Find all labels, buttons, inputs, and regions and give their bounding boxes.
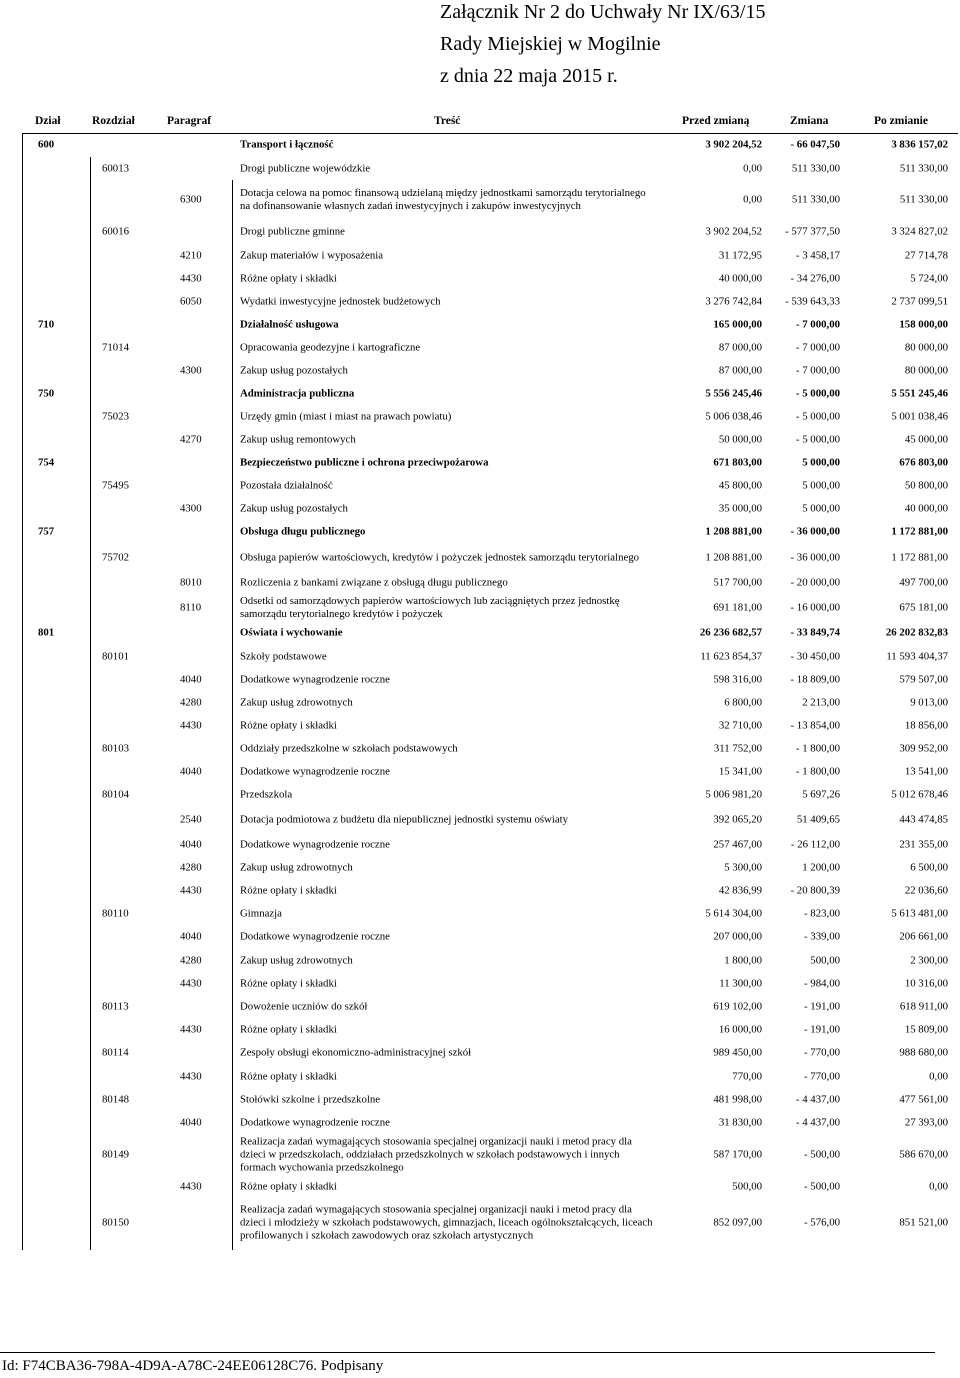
tresc-text: Realizacja zadań wymagających stosowania specjalnej organizacji nauki i metod pracy dla dzieci i młodzieży w szkołach podstawowych, gimnazjach, liceach ogólnokształcących, liceach profilowanych i szkołach zawodowych oraz szkołach artystycznych — [240, 1203, 653, 1242]
rozdzial-code: 80113 — [102, 1000, 129, 1012]
po-zmianie-value: 618 911,00 — [899, 1000, 948, 1012]
zmiana-value: - 500,00 — [804, 1180, 840, 1192]
dzial-code: 801 — [38, 626, 55, 639]
przed-zmiana-value: 770,00 — [732, 1070, 762, 1082]
rozdzial-code: 75702 — [102, 551, 129, 563]
tresc-text: Oddziały przedszkolne w szkołach podstawowych — [240, 742, 458, 754]
table-row — [0, 220, 960, 244]
table-row — [0, 995, 960, 1018]
paragraf-code: 8110 — [180, 601, 202, 614]
tresc-text: Zakup materiałów i wyposażenia — [240, 249, 384, 261]
column-header-zmiana: Zmiana — [790, 115, 829, 127]
zmiana-value: 5 000,00 — [802, 502, 840, 514]
table-header — [0, 110, 960, 133]
zmiana-value: - 20 800,39 — [790, 884, 840, 896]
table-row — [0, 879, 960, 902]
tresc-text: Stołówki szkolne i przedszkolne — [240, 1093, 381, 1105]
przed-zmiana-value: 6 800,00 — [724, 696, 762, 708]
table-row — [0, 1175, 960, 1198]
po-zmianie-value: 477 561,00 — [899, 1093, 948, 1105]
paragraf-code: 4280 — [180, 861, 202, 873]
tresc-text: Różne opłaty i składki — [240, 272, 337, 284]
paragraf-code: 4430 — [180, 1070, 202, 1082]
zmiana-value: - 191,00 — [804, 1023, 840, 1035]
rozdzial-code: 80110 — [102, 907, 129, 919]
zmiana-value: - 577 377,50 — [785, 225, 840, 238]
table-row — [0, 133, 960, 157]
paragraf-code: 4270 — [180, 433, 202, 445]
przed-zmiana-value: 598 316,00 — [713, 673, 762, 685]
rozdzial-code: 80149 — [102, 1148, 129, 1160]
przed-zmiana-value: 1 800,00 — [724, 954, 762, 966]
table-row — [0, 783, 960, 806]
tresc-text: Dowożenie uczniów do szkół — [240, 1000, 368, 1012]
przed-zmiana-value: 165 000,00 — [713, 318, 762, 330]
document-id: Id: F74CBA36-798A-4D9A-A78C-24EE06128C76. Podpisany — [2, 1358, 384, 1374]
zmiana-value: - 5 000,00 — [795, 387, 840, 399]
przed-zmiana-value: 0,00 — [743, 162, 762, 174]
po-zmianie-value: 851 521,00 — [899, 1216, 948, 1229]
zmiana-value: - 13 854,00 — [790, 719, 840, 731]
table-row — [0, 833, 960, 856]
tresc-text: Zakup usług zdrowotnych — [240, 696, 353, 708]
po-zmianie-value: 5 012 678,46 — [891, 788, 948, 800]
table-row — [0, 760, 960, 783]
przed-zmiana-value: 87 000,00 — [718, 364, 762, 376]
tresc-text: Drogi publiczne wojewódzkie — [240, 162, 371, 174]
zmiana-value: 500,00 — [810, 954, 840, 966]
przed-zmiana-value: 35 000,00 — [718, 502, 762, 514]
rozdzial-code: 71014 — [102, 341, 129, 353]
column-header-po-zmianie: Po zmianie — [874, 115, 928, 127]
tresc-text: Odsetki od samorządowych papierów wartościowych lub zaciągniętych przez jednostkę samorządu terytorialnego kredytów i pożyczek — [240, 595, 620, 620]
po-zmianie-value: 80 000,00 — [904, 341, 948, 353]
zmiana-value: - 36 000,00 — [790, 551, 840, 563]
table-row — [0, 972, 960, 995]
table-row — [0, 520, 960, 544]
zmiana-value: - 5 000,00 — [795, 433, 840, 445]
paragraf-code: 4040 — [180, 673, 202, 685]
table-row — [0, 313, 960, 336]
table-row — [0, 244, 960, 267]
przed-zmiana-value: 5 006 981,20 — [705, 788, 762, 800]
tresc-text: Transport i łączność — [240, 138, 334, 151]
przed-zmiana-value: 481 998,00 — [713, 1093, 762, 1105]
po-zmianie-value: 18 856,00 — [904, 719, 948, 731]
po-zmianie-value: 2 300,00 — [910, 954, 948, 966]
table-row — [0, 405, 960, 428]
table-row — [0, 497, 960, 520]
tresc-text: Wydatki inwestycyjne jednostek budżetowych — [240, 295, 441, 307]
po-zmianie-value: 2 737 099,51 — [891, 295, 948, 307]
przed-zmiana-value: 311 752,00 — [713, 742, 762, 754]
paragraf-code: 4280 — [180, 954, 202, 966]
po-zmianie-value: 27 714,78 — [904, 249, 948, 261]
przed-zmiana-value: 11 623 854,37 — [700, 650, 762, 662]
przed-zmiana-value: 40 000,00 — [718, 272, 762, 284]
przed-zmiana-value: 15 341,00 — [718, 765, 762, 777]
przed-zmiana-value: 1 208 881,00 — [705, 551, 762, 563]
column-header-przed-zmiana: Przed zmianą — [682, 115, 750, 127]
paragraf-code: 4040 — [180, 765, 202, 777]
przed-zmiana-value: 5 006 038,46 — [705, 410, 762, 422]
zmiana-value: - 34 276,00 — [790, 272, 840, 284]
przed-zmiana-value: 500,00 — [732, 1180, 762, 1192]
table-row — [0, 856, 960, 879]
po-zmianie-value: 579 507,00 — [899, 673, 948, 685]
tresc-text: Dodatkowe wynagrodzenie roczne — [240, 930, 390, 943]
rozdzial-code: 80103 — [102, 742, 129, 754]
zmiana-value: - 3 458,17 — [795, 249, 840, 261]
rozdzial-code: 75495 — [102, 479, 129, 491]
tresc-text: Zakup usług pozostałych — [240, 502, 348, 514]
zmiana-value: - 4 437,00 — [795, 1116, 840, 1128]
zmiana-value: - 576,00 — [804, 1216, 840, 1229]
tresc-text: Dodatkowe wynagrodzenie roczne — [240, 838, 390, 850]
paragraf-code: 2540 — [180, 813, 202, 825]
przed-zmiana-value: 5 300,00 — [724, 861, 762, 873]
document-header — [440, 0, 765, 96]
po-zmianie-value: 443 474,85 — [899, 813, 948, 825]
po-zmianie-value: 9 013,00 — [910, 696, 948, 708]
przed-zmiana-value: 207 000,00 — [713, 930, 762, 943]
przed-zmiana-value: 3 902 204,52 — [705, 138, 762, 151]
po-zmianie-value: 0,00 — [929, 1180, 948, 1192]
table-row — [0, 1111, 960, 1134]
table-row — [0, 595, 960, 621]
rozdzial-code: 75023 — [102, 410, 129, 422]
po-zmianie-value: 206 661,00 — [899, 930, 948, 943]
table-row — [0, 290, 960, 313]
paragraf-code: 4430 — [180, 1180, 202, 1192]
paragraf-code: 8010 — [180, 576, 202, 589]
po-zmianie-value: 5 724,00 — [910, 272, 948, 284]
table-body — [0, 133, 960, 1248]
po-zmianie-value: 45 000,00 — [904, 433, 948, 445]
zmiana-value: - 500,00 — [804, 1148, 840, 1160]
przed-zmiana-value: 1 208 881,00 — [705, 525, 762, 538]
po-zmianie-value: 10 316,00 — [904, 977, 948, 989]
zmiana-value: - 33 849,74 — [790, 626, 840, 639]
paragraf-code: 4430 — [180, 1023, 202, 1035]
po-zmianie-value: 231 355,00 — [899, 838, 948, 850]
column-header-dzial: Dział — [35, 115, 61, 127]
table-row — [0, 714, 960, 737]
po-zmianie-value: 6 500,00 — [910, 861, 948, 873]
rozdzial-code: 80104 — [102, 788, 129, 800]
po-zmianie-value: 675 181,00 — [899, 601, 948, 614]
przed-zmiana-value: 11 300,00 — [719, 977, 762, 989]
table-row — [0, 336, 960, 359]
zmiana-value: 5 000,00 — [802, 479, 840, 491]
table-row — [0, 180, 960, 220]
table-row — [0, 157, 960, 180]
po-zmianie-value: 13 541,00 — [904, 765, 948, 777]
rozdzial-code: 60016 — [102, 225, 129, 238]
po-zmianie-value: 1 172 881,00 — [891, 525, 948, 538]
footer-divider — [0, 1352, 935, 1353]
po-zmianie-value: 586 670,00 — [899, 1148, 948, 1160]
po-zmianie-value: 5 551 245,46 — [891, 387, 948, 399]
table-row — [0, 645, 960, 668]
tresc-text: Różne opłaty i składki — [240, 1023, 337, 1035]
paragraf-code: 4430 — [180, 272, 202, 284]
po-zmianie-value: 5 001 038,46 — [891, 410, 948, 422]
po-zmianie-value: 3 324 827,02 — [891, 225, 948, 238]
tresc-text: Administracja publiczna — [240, 387, 355, 399]
table-row — [0, 737, 960, 760]
paragraf-code: 6050 — [180, 295, 202, 307]
zmiana-value: - 30 450,00 — [790, 650, 840, 662]
przed-zmiana-value: 3 276 742,84 — [705, 295, 762, 307]
tresc-text: Bezpieczeństwo publiczne i ochrona przeciwpożarowa — [240, 456, 489, 468]
przed-zmiana-value: 45 800,00 — [718, 479, 762, 491]
przed-zmiana-value: 691 181,00 — [713, 601, 762, 614]
tresc-text: Zakup usług remontowych — [240, 433, 356, 445]
tresc-text: Opracowania geodezyjne i kartograficzne — [240, 341, 421, 353]
zmiana-value: - 5 000,00 — [795, 410, 840, 422]
tresc-text: Gimnazja — [240, 907, 282, 919]
przed-zmiana-value: 26 236 682,57 — [699, 626, 762, 639]
przed-zmiana-value: 16 000,00 — [718, 1023, 762, 1035]
zmiana-value: - 26 112,00 — [790, 838, 840, 850]
po-zmianie-value: 27 393,00 — [904, 1116, 948, 1128]
po-zmianie-value: 50 800,00 — [904, 479, 948, 491]
resolution-date: z dnia 22 maja 2015 r. — [440, 65, 618, 87]
rozdzial-code: 80150 — [102, 1216, 129, 1229]
przed-zmiana-value: 852 097,00 — [713, 1216, 762, 1229]
po-zmianie-value: 11 593 404,37 — [886, 650, 948, 662]
table-row — [0, 428, 960, 451]
rozdzial-code: 80114 — [102, 1046, 129, 1059]
tresc-text: Przedszkola — [240, 788, 293, 800]
zmiana-value: - 1 800,00 — [795, 742, 840, 754]
tresc-text: Różne opłaty i składki — [240, 719, 337, 731]
table-row — [0, 621, 960, 645]
zmiana-value: - 7 000,00 — [795, 318, 840, 330]
po-zmianie-value: 22 036,60 — [904, 884, 948, 896]
table-row — [0, 382, 960, 405]
council-name: Rady Miejskiej w Mogilnie — [440, 33, 661, 55]
zmiana-value: - 66 047,50 — [790, 138, 840, 151]
po-zmianie-value: 309 952,00 — [899, 742, 948, 754]
tresc-text: Drogi publiczne gminne — [240, 225, 345, 238]
zmiana-value: 5 000,00 — [802, 456, 840, 468]
tresc-text: Realizacja zadań wymagających stosowania specjalnej organizacji nauki i metod pracy dla dzieci w przedszkolach, oddziałach przedszkolnych w szkołach podstawowych i innych formach wychowania przedszkolnego — [240, 1135, 632, 1173]
zmiana-value: - 191,00 — [804, 1000, 840, 1012]
table-row — [0, 544, 960, 571]
zmiana-value: - 823,00 — [804, 907, 840, 919]
po-zmianie-value: 511 330,00 — [899, 193, 948, 206]
zmiana-value: - 36 000,00 — [790, 525, 840, 538]
tresc-text: Dodatkowe wynagrodzenie roczne — [240, 765, 390, 777]
przed-zmiana-value: 989 450,00 — [713, 1046, 762, 1059]
annex-title: Załącznik Nr 2 do Uchwały Nr IX/63/15 — [440, 1, 766, 23]
zmiana-value: - 16 000,00 — [790, 601, 840, 614]
paragraf-code: 4300 — [180, 364, 202, 376]
rozdzial-code: 80101 — [102, 650, 129, 662]
tresc-text: Dodatkowe wynagrodzenie roczne — [240, 1116, 390, 1128]
tresc-text: Dotacja celowa na pomoc finansową udzielaną między jednostkami samorządu terytorialnego na dofinansowanie własnych zadań inwestycyjnych i zakupów inwestycyjnych — [240, 187, 646, 212]
table-row — [0, 925, 960, 949]
tresc-text: Dodatkowe wynagrodzenie roczne — [240, 673, 390, 685]
table-row — [0, 571, 960, 595]
rozdzial-code: 80148 — [102, 1093, 129, 1105]
rozdzial-code: 60013 — [102, 162, 129, 174]
przed-zmiana-value: 87 000,00 — [718, 341, 762, 353]
zmiana-value: - 539 643,33 — [785, 295, 840, 307]
tresc-text: Zespoły obsługi ekonomiczno-administracyjnej szkół — [240, 1046, 472, 1059]
paragraf-code: 4430 — [180, 884, 202, 896]
table-row — [0, 359, 960, 382]
tresc-text: Obsługa długu publicznego — [240, 525, 366, 538]
przed-zmiana-value: 5 556 245,46 — [705, 387, 762, 399]
zmiana-value: - 18 809,00 — [790, 673, 840, 685]
dzial-code: 600 — [38, 138, 55, 151]
paragraf-code: 4280 — [180, 696, 202, 708]
tresc-text: Zakup usług pozostałych — [240, 364, 348, 376]
zmiana-value: - 984,00 — [804, 977, 840, 989]
paragraf-code: 4430 — [180, 719, 202, 731]
tresc-text: Różne opłaty i składki — [240, 884, 337, 896]
po-zmianie-value: 0,00 — [929, 1070, 948, 1082]
zmiana-value: 5 697,26 — [802, 788, 840, 800]
po-zmianie-value: 3 836 157,02 — [891, 138, 948, 151]
tresc-text: Zakup usług zdrowotnych — [240, 861, 353, 873]
table-row — [0, 902, 960, 925]
tresc-text: Zakup usług zdrowotnych — [240, 954, 353, 966]
zmiana-value: - 339,00 — [804, 930, 840, 943]
zmiana-value: - 7 000,00 — [795, 364, 840, 376]
po-zmianie-value: 497 700,00 — [899, 576, 948, 589]
zmiana-value: 511 330,00 — [791, 162, 840, 174]
tresc-text: Obsługa papierów wartościowych, kredytów i pożyczek jednostek samorządu terytorialnego — [240, 551, 640, 563]
po-zmianie-value: 1 172 881,00 — [891, 551, 948, 563]
zmiana-value: - 1 800,00 — [795, 765, 840, 777]
po-zmianie-value: 511 330,00 — [899, 162, 948, 174]
paragraf-code: 4430 — [180, 977, 202, 989]
table-row — [0, 1198, 960, 1248]
przed-zmiana-value: 42 836,99 — [718, 884, 762, 896]
tresc-text: Oświata i wychowanie — [240, 626, 343, 639]
table-row — [0, 806, 960, 833]
przed-zmiana-value: 392 065,20 — [713, 813, 762, 825]
paragraf-code: 4040 — [180, 1116, 202, 1128]
przed-zmiana-value: 32 710,00 — [718, 719, 762, 731]
zmiana-value: - 7 000,00 — [795, 341, 840, 353]
dzial-code: 757 — [38, 525, 55, 538]
dzial-code: 750 — [38, 387, 55, 399]
dzial-code: 710 — [38, 318, 55, 330]
tresc-text: Szkoły podstawowe — [240, 650, 327, 662]
po-zmianie-value: 676 803,00 — [899, 456, 948, 468]
tresc-text: Różne opłaty i składki — [240, 1180, 337, 1192]
column-header-paragraf: Paragraf — [167, 115, 212, 127]
po-zmianie-value: 80 000,00 — [904, 364, 948, 376]
table-row — [0, 1065, 960, 1088]
zmiana-value: - 770,00 — [804, 1046, 840, 1059]
tresc-text: Pozostała działalność — [240, 479, 333, 491]
table-row — [0, 474, 960, 497]
przed-zmiana-value: 619 102,00 — [713, 1000, 762, 1012]
przed-zmiana-value: 257 467,00 — [713, 838, 762, 850]
table-row — [0, 1088, 960, 1111]
zmiana-value: - 770,00 — [804, 1070, 840, 1082]
po-zmianie-value: 158 000,00 — [899, 318, 948, 330]
paragraf-code: 4040 — [180, 838, 202, 850]
column-header-rozdzial: Rozdział — [92, 115, 135, 127]
po-zmianie-value: 5 613 481,00 — [891, 907, 948, 919]
paragraf-code: 4040 — [180, 930, 202, 943]
paragraf-code: 6300 — [180, 193, 202, 206]
table-row — [0, 949, 960, 972]
tresc-text: Urzędy gmin (miast i miast na prawach powiatu) — [240, 410, 452, 422]
paragraf-code: 4210 — [180, 249, 202, 261]
przed-zmiana-value: 50 000,00 — [718, 433, 762, 445]
zmiana-value: - 4 437,00 — [795, 1093, 840, 1105]
table-row — [0, 451, 960, 474]
przed-zmiana-value: 31 172,95 — [718, 249, 762, 261]
przed-zmiana-value: 587 170,00 — [713, 1148, 762, 1160]
table-row — [0, 267, 960, 290]
table-row — [0, 668, 960, 691]
table-row — [0, 1041, 960, 1065]
po-zmianie-value: 988 680,00 — [899, 1046, 948, 1059]
zmiana-value: - 20 000,00 — [790, 576, 840, 589]
po-zmianie-value: 15 809,00 — [904, 1023, 948, 1035]
po-zmianie-value: 26 202 832,83 — [885, 626, 948, 639]
przed-zmiana-value: 0,00 — [743, 193, 762, 206]
tresc-text: Różne opłaty i składki — [240, 1070, 337, 1082]
table-row — [0, 1134, 960, 1175]
po-zmianie-value: 40 000,00 — [904, 502, 948, 514]
zmiana-value: 51 409,65 — [796, 813, 840, 825]
dzial-code: 754 — [38, 456, 55, 468]
tresc-text: Dotacja podmiotowa z budżetu dla niepublicznej jednostki systemu oświaty — [240, 813, 569, 825]
przed-zmiana-value: 671 803,00 — [713, 456, 762, 468]
zmiana-value: 1 200,00 — [802, 861, 840, 873]
table-row — [0, 691, 960, 714]
paragraf-code: 4300 — [180, 502, 202, 514]
zmiana-value: 511 330,00 — [791, 193, 840, 206]
przed-zmiana-value: 5 614 304,00 — [705, 907, 762, 919]
przed-zmiana-value: 517 700,00 — [713, 576, 762, 589]
tresc-text: Działalność usługowa — [240, 318, 339, 330]
table-row — [0, 1018, 960, 1041]
tresc-text: Różne opłaty i składki — [240, 977, 337, 989]
przed-zmiana-value: 3 902 204,52 — [705, 225, 762, 238]
tresc-text: Rozliczenia z bankami związane z obsługą długu publicznego — [240, 576, 508, 589]
przed-zmiana-value: 31 830,00 — [718, 1116, 762, 1128]
column-header-tresc: Treść — [434, 115, 461, 127]
zmiana-value: 2 213,00 — [802, 696, 840, 708]
